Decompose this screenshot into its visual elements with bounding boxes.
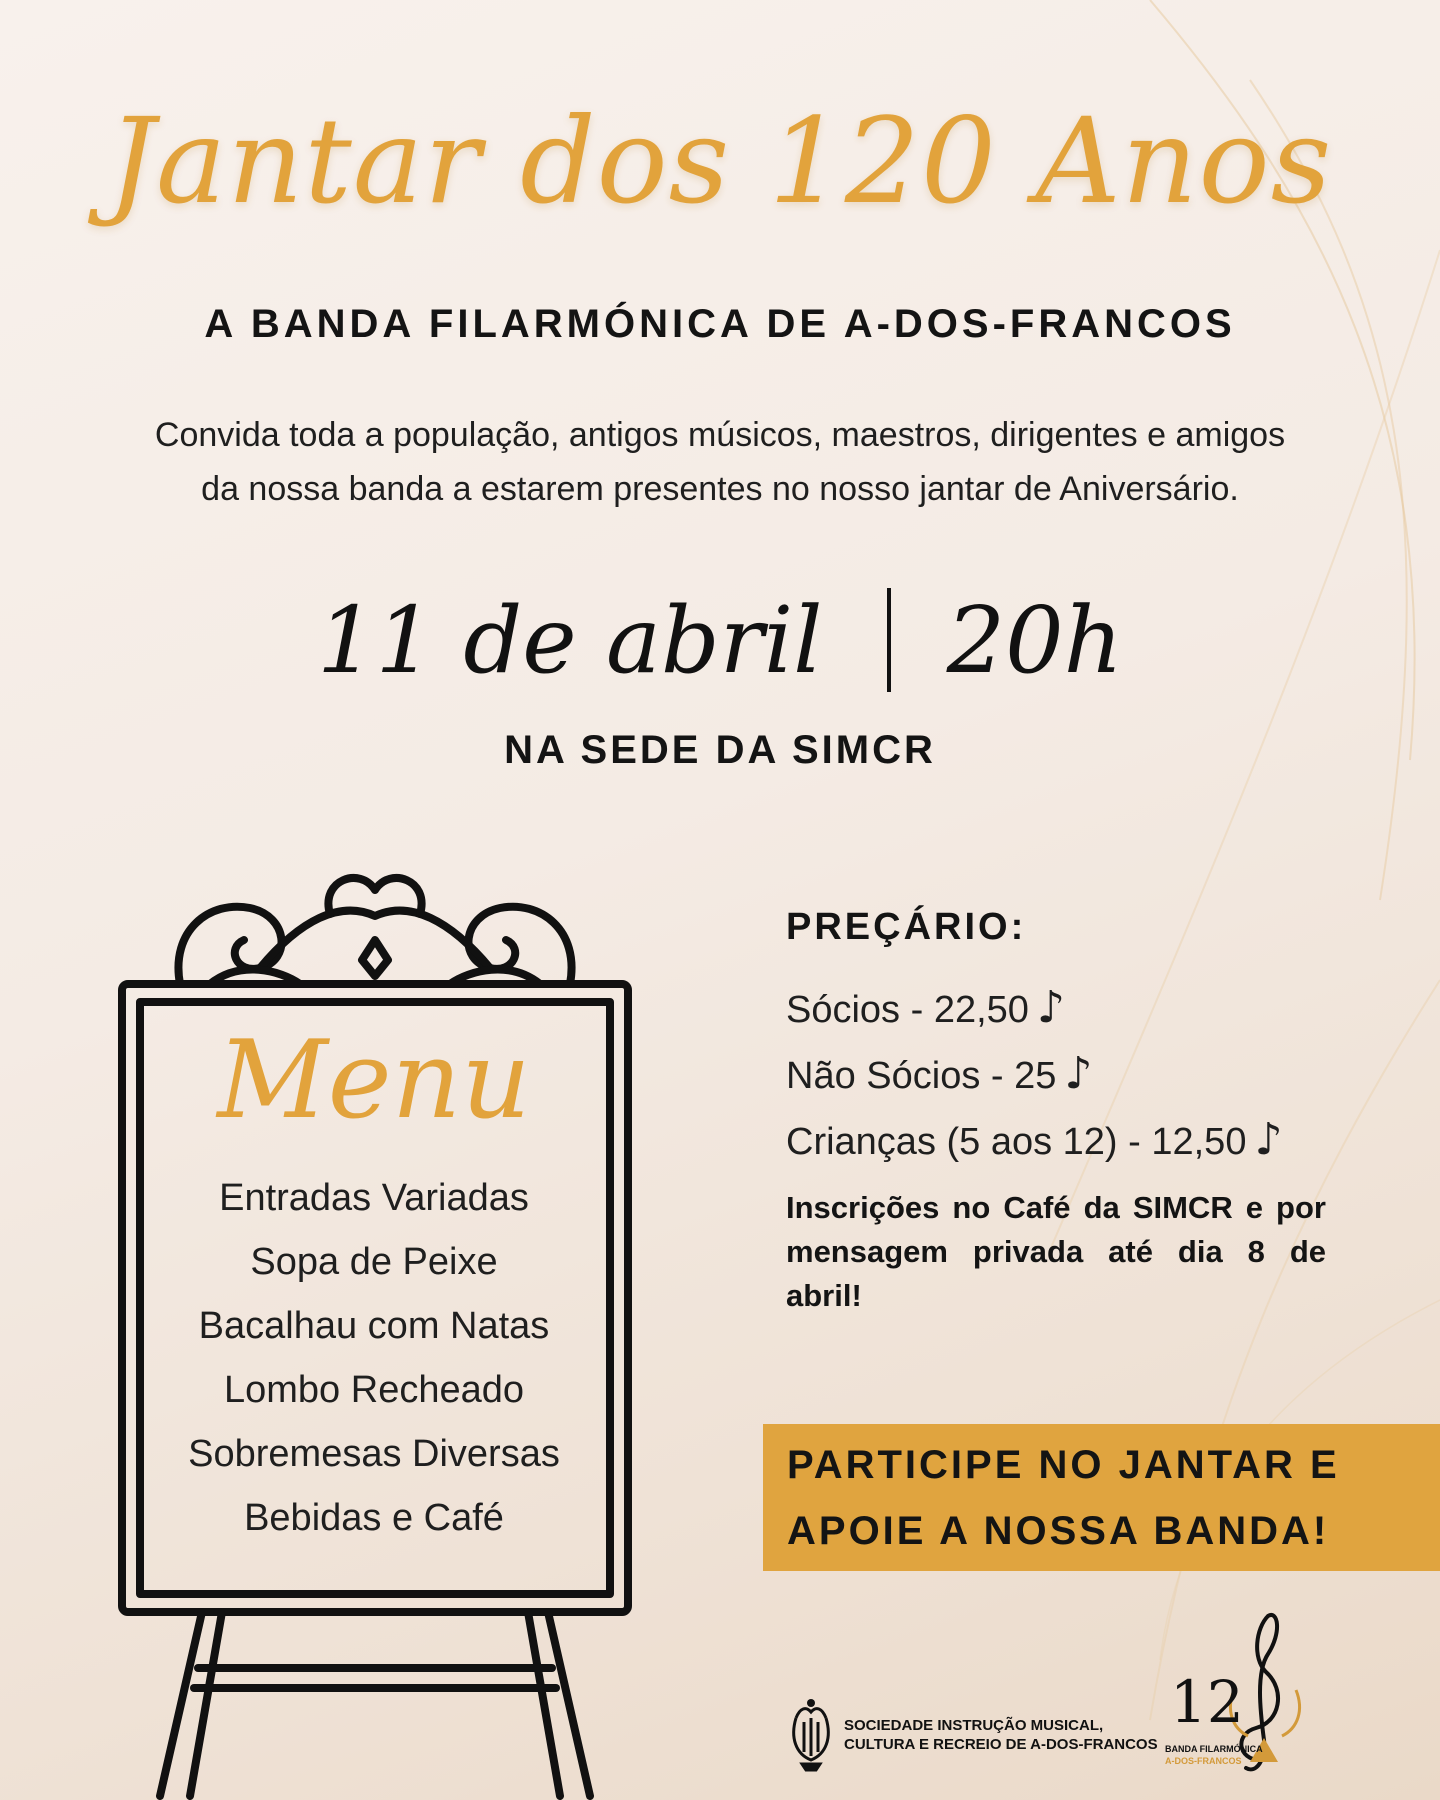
price-label: Não Sócios - 25: [786, 1055, 1057, 1097]
music-note-icon: ♪: [1254, 1114, 1283, 1165]
menu-item: Bebidas e Café: [244, 1497, 504, 1539]
invitation-line-2: da nossa banda a estarem presentes no nosso jantar de Aniversário.: [201, 470, 1239, 508]
music-note-icon: ♪: [1036, 982, 1066, 1033]
call-to-action-banner: [763, 1424, 1440, 1571]
cta-line-2: APOIE A NOSSA BANDA!: [787, 1508, 1330, 1553]
lyre-emblem-icon: [786, 1698, 836, 1772]
price-label: Crianças (5 aos 12) - 12,50: [786, 1121, 1247, 1163]
society-name-line-2: CULTURA E RECREIO DE A-DOS-FRANCOS: [844, 1736, 1158, 1753]
society-name-line-1: SOCIEDADE INSTRUÇÃO MUSICAL,: [844, 1717, 1104, 1734]
price-item: [786, 976, 1283, 1042]
page-title: Jantar dos 120 Anos: [107, 92, 1333, 230]
menu-item: Lombo Recheado: [224, 1369, 524, 1411]
pricing-title: PREÇÁRIO:: [786, 906, 1027, 948]
menu-item: Bacalhau com Natas: [198, 1305, 550, 1347]
music-note-icon: ♪: [1064, 1048, 1093, 1099]
anniversary-caption-place: A-DOS-FRANCOS: [1165, 1756, 1242, 1766]
band-subtitle: A BANDA FILARMÓNICA DE A-DOS-FRANCOS: [204, 302, 1236, 346]
price-item: [786, 1108, 1283, 1174]
event-date: 11 de abril: [317, 586, 823, 694]
date-time-line: [0, 585, 1440, 695]
price-label: Sócios - 22,50: [786, 989, 1029, 1031]
price-item: [786, 1042, 1283, 1108]
menu-item: Entradas Variadas: [219, 1177, 529, 1219]
invitation-text: [80, 408, 1360, 516]
menu-title: Menu: [217, 1018, 531, 1143]
society-name: [844, 1716, 1158, 1754]
event-venue: NA SEDE DA SIMCR: [504, 728, 936, 772]
event-time: 20h: [946, 586, 1123, 694]
invitation-line-1: Convida toda a população, antigos músicos, maestros, dirigentes e amigos: [154, 416, 1286, 454]
menu-item: Sobremesas Diversas: [188, 1433, 560, 1475]
date-time-separator: [887, 588, 891, 692]
anniversary-number: 12: [1170, 1668, 1244, 1736]
price-list: [786, 976, 1283, 1174]
registration-note: Inscrições no Café da SIMCR e por mensagem privada até dia 8 de abril!: [786, 1190, 1326, 1313]
menu-item: Sopa de Peixe: [250, 1241, 498, 1283]
menu-list: [124, 1166, 624, 1550]
anniversary-caption-band: BANDA FILARMÓNICA: [1165, 1744, 1263, 1754]
cta-line-1: PARTICIPE NO JANTAR E: [787, 1442, 1340, 1487]
